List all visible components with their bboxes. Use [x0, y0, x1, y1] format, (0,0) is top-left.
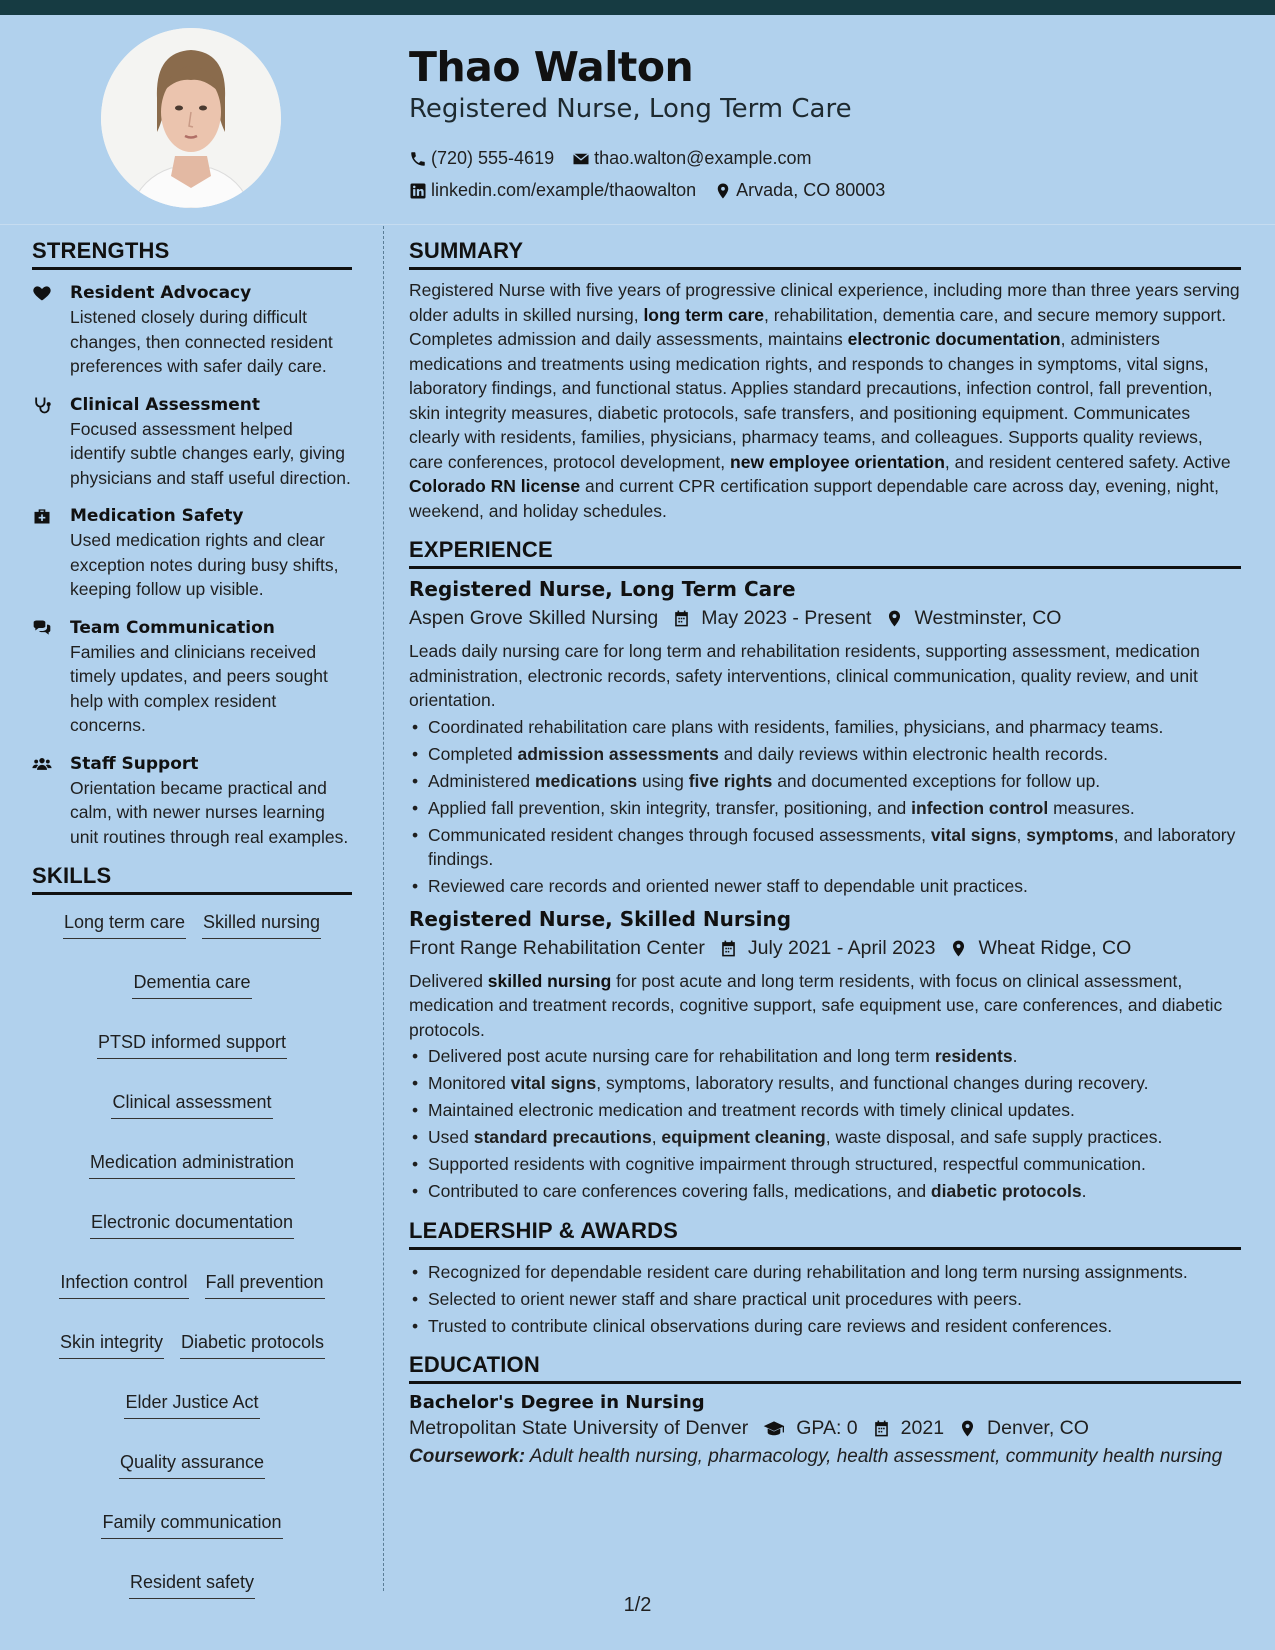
- linkedin-icon: [409, 182, 427, 200]
- summary-text: Registered Nurse with five years of progressive clinical experience, including more than three years serving older adults in skilled nursing, long term care, rehabilitation, dementia care, and secure memory support. Completes admission and daily assessments, maintains electronic documentation, administers medications and treatments using medication rights, and responds to changes in symptoms, vital signs, laboratory findings, and functional status. Applies standard precautions, infection control, fall prevention, skin integrity measures, diabetic protocols, safe transfers, and positioning equipment. Communicates clearly with residents, families, physicians, pharmacy teams, and colleagues. Supports quality reviews, care conferences, protocol development, new employee orientation, and resident centered safety. Active Colorado RN license and current CPR certification support dependable care across day, evening, night, weekend, and holiday schedules.: [409, 280, 1240, 521]
- map-pin-icon: [949, 939, 968, 958]
- contact-location: [714, 180, 885, 201]
- candidate-name: Thao Walton: [409, 43, 694, 91]
- leadership-section: [409, 1218, 1241, 1339]
- skill-tag: Skin integrity: [59, 1331, 164, 1359]
- phone-icon: [409, 150, 427, 168]
- list-item: • Delivered post acute nursing care for rehabilitation and long term residents.: [409, 1044, 1241, 1069]
- skill-tag: Infection control: [59, 1271, 188, 1299]
- skill-tag: Resident safety: [129, 1571, 255, 1599]
- contact-row-primary: [409, 148, 829, 169]
- skill-tag: Medication administration: [89, 1151, 295, 1179]
- graduation-cap-icon: [762, 1419, 786, 1438]
- map-pin-icon: [885, 609, 904, 628]
- strength-item: [32, 281, 352, 379]
- strength-title: Clinical Assessment: [70, 394, 260, 415]
- skills-heading: SKILLS: [32, 863, 352, 895]
- users-icon: [32, 754, 52, 774]
- strength-item: [32, 752, 352, 850]
- top-accent-bar: [0, 0, 1275, 15]
- leadership-bullets: [409, 1260, 1241, 1339]
- graduation-year: 2021: [900, 1417, 945, 1439]
- contact-email[interactable]: [572, 148, 811, 169]
- list-item: • Supported residents with cognitive impairment through structured, respectful communication.: [409, 1152, 1241, 1177]
- job-bullets: [409, 715, 1241, 899]
- job-dates: July 2021 - April 2023: [747, 936, 936, 959]
- calendar-icon: [672, 609, 691, 628]
- list-item: • Used standard precautions, equipment cleaning, waste disposal, and safe supply practices.: [409, 1125, 1241, 1150]
- strength-desc: Families and clinicians received timely updates, and peers sought help with complex resident concerns.: [70, 641, 328, 735]
- skill-tag: Long term care: [63, 911, 186, 939]
- strength-title: Resident Advocacy: [70, 283, 252, 303]
- skill-tag: Elder Justice Act: [124, 1391, 259, 1419]
- contact-row-secondary: [409, 180, 903, 201]
- list-item: • Contributed to care conferences covering falls, medications, and diabetic protocols.: [409, 1179, 1241, 1204]
- education-meta: [409, 1417, 1241, 1440]
- experience-section: [409, 537, 1241, 1204]
- list-item: • Trusted to contribute clinical observations during care reviews and resident conferences.: [409, 1314, 1241, 1339]
- list-item: • Reviewed care records and oriented newer staff to dependable unit practices.: [409, 874, 1241, 899]
- email-text: thao.walton@example.com: [594, 148, 812, 168]
- job-entry: [409, 577, 1241, 899]
- job-location: Westminster, CO: [914, 607, 1062, 629]
- job-meta: [409, 607, 1241, 630]
- page-indicator: 1/2: [623, 1594, 652, 1616]
- right-column: [409, 238, 1241, 1483]
- contact-linkedin[interactable]: [409, 180, 696, 201]
- job-description: Delivered skilled nursing for post acute and long term residents, with focus on clinical assessment, medication and treatment records, cognitive support, safe equipment use, care conferences, and diabetic protocols.: [409, 970, 1223, 1040]
- summary-section: [409, 238, 1241, 523]
- calendar-icon: [872, 1419, 891, 1438]
- profile-photo: [101, 28, 281, 208]
- education-heading: EDUCATION: [409, 1352, 1241, 1384]
- coursework-text: Coursework: Adult health nursing, pharmacology, health assessment, community health nursing: [409, 1446, 1223, 1467]
- job-title: Registered Nurse, Skilled Nursing: [409, 906, 792, 931]
- comments-icon: [32, 618, 52, 638]
- strength-desc: Focused assessment helped identify subtle changes early, giving physicians and staff useful direction.: [70, 418, 351, 488]
- school-name: Metropolitan State University of Denver: [409, 1417, 749, 1439]
- skill-tag: Fall prevention: [205, 1271, 325, 1299]
- degree-title: Bachelor's Degree in Nursing: [409, 1392, 705, 1413]
- candidate-title: Registered Nurse, Long Term Care: [409, 94, 852, 124]
- job-dates: May 2023 - Present: [701, 607, 872, 629]
- job-bullets: [409, 1044, 1241, 1204]
- strength-item: [32, 616, 352, 738]
- column-divider: [383, 226, 384, 1591]
- resume-header: [0, 15, 1275, 225]
- list-item: • Coordinated rehabilitation care plans with residents, families, physicians, and pharmacy teams.: [409, 715, 1241, 740]
- stethoscope-icon: [32, 395, 52, 415]
- experience-heading: EXPERIENCE: [409, 537, 1241, 569]
- skill-tag: PTSD informed support: [97, 1031, 287, 1059]
- linkedin-text: linkedin.com/example/thaowalton: [431, 180, 697, 200]
- strengths-heading: STRENGTHS: [32, 238, 352, 270]
- skill-tag: Diabetic protocols: [180, 1331, 325, 1359]
- contact-phone[interactable]: [409, 148, 554, 169]
- strength-desc: Listened closely during difficult changes, then connected resident preferences with safer daily care.: [70, 307, 333, 376]
- strength-title: Medication Safety: [70, 506, 244, 526]
- list-item: • Monitored vital signs, symptoms, laboratory results, and functional changes during recovery.: [409, 1071, 1241, 1096]
- strength-title: Staff Support: [70, 753, 199, 774]
- location-text: Arvada, CO 80003: [736, 180, 886, 200]
- job-entry: [409, 907, 1241, 1204]
- left-column: [32, 238, 352, 1599]
- envelope-icon: [572, 150, 590, 168]
- medical-kit-icon: [32, 506, 52, 526]
- leadership-heading: LEADERSHIP & AWARDS: [409, 1218, 1241, 1250]
- skill-tag: Dementia care: [132, 971, 251, 999]
- job-meta: [409, 937, 1241, 960]
- map-pin-icon: [714, 182, 732, 200]
- summary-heading: SUMMARY: [409, 238, 1241, 270]
- list-item: • Communicated resident changes through focused assessments, vital signs, symptoms, and laboratory findings.: [409, 823, 1241, 872]
- list-item: • Completed admission assessments and daily reviews within electronic health records.: [409, 742, 1241, 767]
- skill-tag: Family communication: [101, 1511, 282, 1539]
- list-item: • Applied fall prevention, skin integrity, transfer, positioning, and infection control measures.: [409, 796, 1241, 821]
- list-item: • Maintained electronic medication and treatment records with timely clinical updates.: [409, 1098, 1241, 1123]
- education-section: [409, 1352, 1241, 1469]
- skill-tag: Clinical assessment: [111, 1091, 272, 1119]
- strength-item: [32, 504, 352, 602]
- list-item: • Recognized for dependable resident care during rehabilitation and long term nursing assignments.: [409, 1260, 1241, 1285]
- skill-tag: Skilled nursing: [202, 911, 321, 939]
- skills-list: [32, 911, 352, 1599]
- school-location: Denver, CO: [987, 1417, 1089, 1439]
- skill-tag: Quality assurance: [119, 1451, 265, 1479]
- strength-desc: Orientation became practical and calm, with newer nurses learning unit routines through real examples.: [70, 777, 349, 847]
- job-employer: Aspen Grove Skilled Nursing: [409, 607, 659, 629]
- job-description: Leads daily nursing care for long term and rehabilitation residents, supporting assessment, medication administration, electronic records, safety interventions, clinical communication, quality review, and unit orientation.: [409, 641, 1200, 710]
- strength-desc: Used medication rights and clear exception notes during busy shifts, keeping follow up visible.: [70, 530, 339, 599]
- strength-title: Team Communication: [70, 617, 275, 638]
- job-employer: Front Range Rehabilitation Center: [409, 936, 705, 959]
- phone-text: (720) 555-4619: [431, 148, 555, 168]
- job-title: Registered Nurse, Long Term Care: [409, 577, 796, 601]
- calendar-icon: [719, 939, 738, 958]
- job-location: Wheat Ridge, CO: [978, 936, 1132, 959]
- strength-item: [32, 393, 352, 491]
- list-item: • Selected to orient newer staff and share practical unit procedures with peers.: [409, 1287, 1241, 1312]
- gpa-text: GPA: 0: [796, 1417, 858, 1439]
- strengths-list: [32, 281, 352, 849]
- map-pin-icon: [958, 1419, 977, 1438]
- heart-icon: [32, 283, 52, 303]
- skill-tag: Electronic documentation: [90, 1211, 294, 1239]
- list-item: • Administered medications using five rights and documented exceptions for follow up.: [409, 769, 1241, 794]
